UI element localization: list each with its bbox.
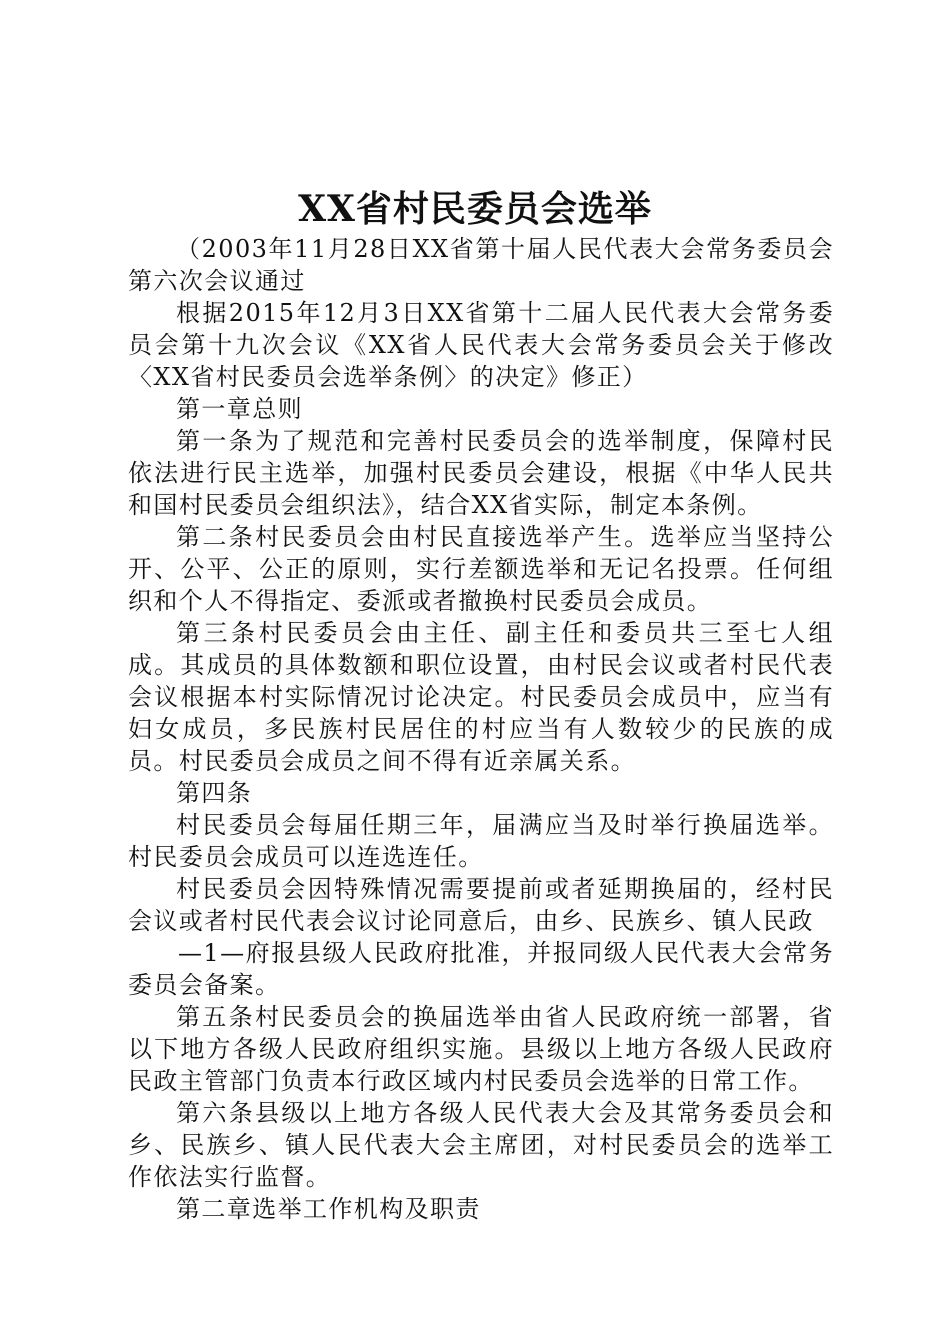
article-1: 第一条为了规范和完善村民委员会的选举制度，保障村民依法进行民主选举，加强村民委员会建设，根据《中华人民共和国村民委员会组织法》，结合XX省实际，制定本条例。	[128, 427, 834, 519]
page-break-continuation: —1—府报县级人民政府批准，并报同级人民代表大会常务委员会备案。	[128, 939, 834, 999]
chapter-heading-1: 第一章总则	[176, 395, 303, 423]
chapter-heading-2: 第二章选举工作机构及职责	[176, 1195, 481, 1223]
document-title: XX省村民委员会选举	[298, 188, 652, 230]
paragraph-adoption-note: （2003年11月28日XX省第十届人民代表大会常务委员会第六次会议通过	[128, 235, 834, 295]
article-3: 第三条村民委员会由主任、副主任和委员共三至七人组成。其成员的具体数额和职位设置，由村民会议或者村民代表会议根据本村实际情况讨论决定。村民委员会成员中，应当有妇女成员，多民族村民居住的村应当有人数较少的民族的成员。村民委员会成员之间不得有近亲属关系。	[128, 619, 834, 775]
article-4-paragraph-1: 村民委员会每届任期三年，届满应当及时举行换届选举。村民委员会成员可以连选连任。	[128, 811, 834, 871]
document-body	[128, 233, 834, 1225]
article-6: 第六条县级以上地方各级人民代表大会及其常务委员会和乡、民族乡、镇人民代表大会主席团，对村民委员会的选举工作依法实行监督。	[128, 1099, 834, 1191]
article-4-heading: 第四条	[176, 779, 253, 807]
paragraph-amendment-note: 根据2015年12月3日XX省第十二届人民代表大会常务委员会第十九次会议《XX省人民代表大会常务委员会关于修改〈XX省村民委员会选举条例〉的决定》修正）	[128, 299, 834, 391]
article-2: 第二条村民委员会由村民直接选举产生。选举应当坚持公开、公平、公正的原则，实行差额选举和无记名投票。任何组织和个人不得指定、委派或者撤换村民委员会成员。	[128, 523, 834, 615]
article-4-paragraph-2: 村民委员会因特殊情况需要提前或者延期换届的，经村民会议或者村民代表会议讨论同意后，由乡、民族乡、镇人民政	[128, 875, 834, 935]
article-5: 第五条村民委员会的换届选举由省人民政府统一部署，省以下地方各级人民政府组织实施。县级以上地方各级人民政府民政主管部门负责本行政区域内村民委员会选举的日常工作。	[128, 1003, 834, 1095]
